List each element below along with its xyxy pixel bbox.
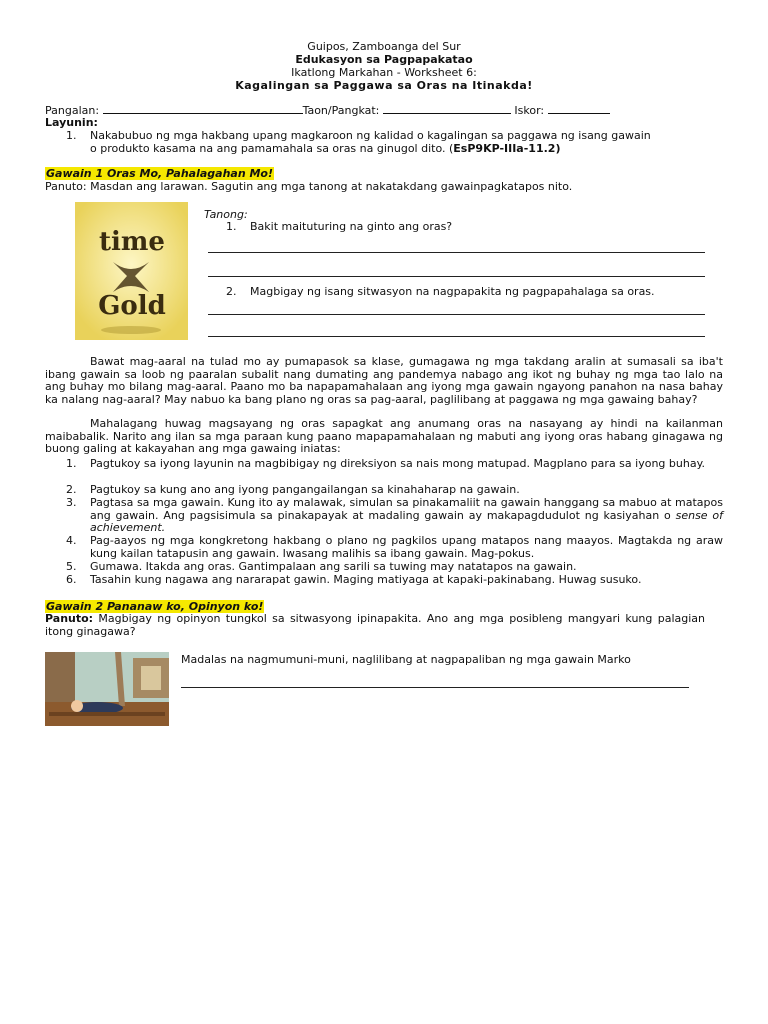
competency-code: EsP9KP-IIIa-11.2) xyxy=(453,142,561,155)
subject-title: Edukasyon sa Pagpapakatao xyxy=(295,53,473,66)
tip-number: 3. xyxy=(66,496,77,509)
objective-text-line1: Nakabubuo ng mga hakbang upang magkaroon ng kalidad o kagalingan sa paggawa ng isang gawain xyxy=(90,129,651,142)
question2-text: Magbigay ng isang sitwasyon na nagpapakita ng pagpapahalaga sa oras. xyxy=(250,285,655,298)
tip-text: Pag-aayos ng mga kongkretong hakbang o plano ng pagkilos upang matapos nang maayos. Magtakda ng araw kung kailan tatapusin ang gawain. Iwasang malihis sa ibang gawain. Mag-pokus. xyxy=(90,534,723,560)
name-label: Pangalan: xyxy=(45,104,100,117)
question1-text: Bakit maituturing na ginto ang oras? xyxy=(250,220,453,233)
tip-text: Pagtasa sa mga gawain. Kung ito ay malawak, simulan sa pinakamaliit na gawain hanggang sa mabuo at matapos ang gawain. Ang pagsisimula sa pinakapayak at madaling gawain ay makapagdudulot ng kasiyahan o xyxy=(90,496,723,522)
student-info-fields xyxy=(45,104,610,117)
name-field[interactable] xyxy=(103,104,303,114)
tip-item xyxy=(66,458,723,484)
activity2-instruction-label: Panuto: xyxy=(45,612,94,625)
answer-line-q1a[interactable] xyxy=(208,252,705,253)
questions-label: Tanong: xyxy=(204,208,248,221)
image-text-gold: Gold xyxy=(98,291,166,321)
tip-item xyxy=(66,535,723,561)
activity2-instruction xyxy=(45,613,705,638)
quarter-label: Ikatlong Markahan - Worksheet 6: xyxy=(291,66,477,79)
objective-text-part: o produkto kasama na ang pamamahala sa oras na ginugol dito. ( xyxy=(90,142,454,155)
tip-number: 6. xyxy=(66,573,77,586)
tip-number: 4. xyxy=(66,534,77,547)
tip-number: 5. xyxy=(66,560,77,573)
score-label: Iskor: xyxy=(514,104,545,117)
question1-number: 1. xyxy=(226,220,237,233)
year-label: Taon/Pangkat: xyxy=(302,104,380,117)
procrastination-scene-image xyxy=(45,652,169,726)
image-text-time: time xyxy=(99,227,165,257)
opinion-answer-line[interactable] xyxy=(181,687,689,688)
activity1-title xyxy=(45,167,274,180)
tip-number: 2. xyxy=(66,483,77,496)
tip-text: Gumawa. Itakda ang oras. Gantimpalaan ang sarili sa tuwing may natatapos na gawain. xyxy=(90,560,577,573)
score-field[interactable] xyxy=(548,104,610,114)
activity1-instruction: Panuto: Masdan ang larawan. Sagutin ang mga tanong at nakatakdang gawainpagkatapos nito. xyxy=(45,180,573,193)
answer-line-q2b[interactable] xyxy=(208,336,705,337)
boy-resting-illustration xyxy=(45,652,169,726)
activity2-situation: Madalas na nagmumuni-muni, naglilibang at nagpapaliban ng mga gawain Marko xyxy=(181,653,631,666)
activity1-title-text: Gawain 1 Oras Mo, Pahalagahan Mo! xyxy=(46,167,273,180)
tip-text: Pagtukoy sa iyong layunin na magbibigay ng direksiyon sa nais mong matupad. Magplano para sa iyong buhay. xyxy=(90,457,706,470)
objective-text-line2 xyxy=(90,142,560,155)
tip-emphasis: sense of achievement. xyxy=(90,508,724,535)
year-field[interactable] xyxy=(383,104,511,114)
objectives-label: Layunin: xyxy=(45,116,98,129)
question2-number: 2. xyxy=(226,285,237,298)
activity2-instruction-text: Magbigay ng opinyon tungkol sa sitwasyong ipinapakita. Ano ang mga posibleng mangyari kung palagian itong ginagawa? xyxy=(45,612,705,638)
reading-paragraph-2: Mahalagang huwag magsayang ng oras sapagkat ang anumang oras na nasayang ay hindi na kailanman maibabalik. Narito ang ilan sa mga paraan kung paano mapapamahalaan ng mabuti ang iyong oras habang ginagawa ng buong galing at kakayahan ang mga gawaing iniatas: xyxy=(45,417,723,456)
worksheet-title: Kagalingan sa Paggawa sa Oras na Itinakda! xyxy=(235,79,533,92)
reading-paragraph-1: Bawat mag-aaral na tulad mo ay pumapasok sa klase, gumagawa ng mga takdang aralin at sumasali sa iba't ibang gawain sa loob ng paaralan subalit nang dumating ang pandemya nabago ang ikot ng buhay ng mga tao lalo na ang buhay mo bilang mag-aaral. Paano mo ba napapamahalaan ang iyong mga gawain ngayong panahon na nasa bahay ka nalang nag-aaral? May nabuo ka bang plano ng oras sa pag-aaral, paglilibang at paggawa ng mga gawaing bahay? xyxy=(45,355,723,406)
tip-item xyxy=(66,574,723,587)
tip-item xyxy=(66,497,723,536)
tip-number: 1. xyxy=(66,457,77,470)
hourglass-illustration xyxy=(75,202,188,340)
activity2-title-text: Gawain 2 Pananaw ko, Opinyon ko! xyxy=(46,600,264,613)
time-is-gold-image xyxy=(75,202,188,340)
tip-text-with-emphasis xyxy=(90,497,723,535)
answer-line-q1b[interactable] xyxy=(208,276,705,277)
school-location: Guipos, Zamboanga del Sur xyxy=(307,40,461,53)
answer-line-q2a[interactable] xyxy=(208,314,705,315)
objective-number: 1. xyxy=(66,129,77,142)
tip-text: Pagtukoy sa kung ano ang iyong pangangailangan sa kinahaharap na gawain. xyxy=(90,483,520,496)
tip-text: Tasahin kung nagawa ang nararapat gawin. Maging matiyaga at kapaki-pakinabang. Huwag susuko. xyxy=(90,573,642,586)
